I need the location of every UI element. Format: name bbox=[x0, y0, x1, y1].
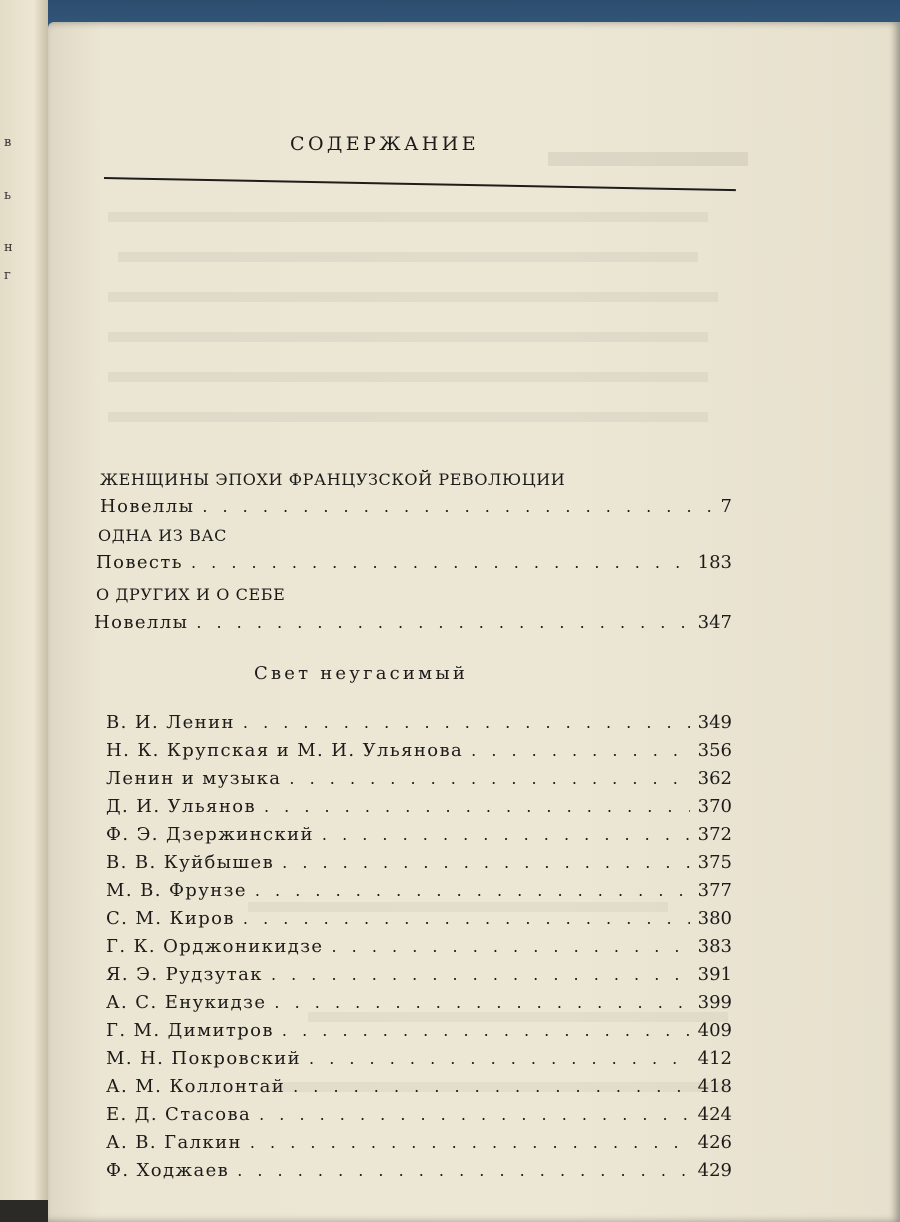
toc-entry-page: 370 bbox=[697, 796, 732, 817]
toc-entry bbox=[106, 1132, 732, 1153]
toc-entry-label: В. И. Ленин bbox=[106, 712, 235, 733]
leader-dots bbox=[274, 993, 689, 1012]
leader-dots bbox=[322, 825, 690, 844]
book-page bbox=[48, 22, 900, 1222]
leader-dots bbox=[237, 1161, 689, 1180]
leader-dots bbox=[196, 613, 689, 632]
leader-dots bbox=[293, 1077, 690, 1096]
toc-entry-label: Г. М. Димитров bbox=[106, 1020, 274, 1041]
toc-entry-label: Новеллы bbox=[100, 496, 195, 517]
toc-entry-page: 349 bbox=[697, 712, 732, 733]
subsection-title: Свет неугасимый bbox=[254, 663, 469, 684]
toc-entry bbox=[106, 936, 732, 957]
leader-dots bbox=[243, 909, 690, 928]
toc-entry bbox=[106, 880, 732, 901]
toc-entry bbox=[106, 1020, 732, 1041]
leader-dots bbox=[264, 797, 690, 816]
leader-dots bbox=[202, 497, 712, 516]
toc-entry-page: 391 bbox=[697, 964, 732, 985]
toc-entry-page: 412 bbox=[697, 1048, 732, 1069]
toc-entry bbox=[106, 852, 732, 873]
toc-entry bbox=[106, 908, 732, 929]
toc-entry-label: Е. Д. Стасова bbox=[106, 1104, 252, 1125]
toc-entry-page: 375 bbox=[697, 852, 732, 873]
left-page-fragment: в bbox=[4, 135, 12, 150]
toc-entry-label: Д. И. Ульянов bbox=[106, 796, 256, 817]
toc-entry-page: 362 bbox=[697, 768, 732, 789]
left-page-fragment: ь bbox=[4, 188, 12, 203]
toc-entry bbox=[106, 768, 732, 789]
toc-entry-page: 183 bbox=[697, 552, 732, 573]
toc-entry bbox=[106, 1048, 732, 1069]
toc-entry bbox=[106, 964, 732, 985]
toc-entry-page: 424 bbox=[697, 1104, 732, 1125]
toc-entry-label: Ф. Ходжаев bbox=[106, 1160, 230, 1181]
toc-entry-label: Я. Э. Рудзутак bbox=[106, 964, 263, 985]
toc-entry-page: 7 bbox=[720, 496, 732, 517]
toc-entry bbox=[106, 740, 732, 761]
leader-dots bbox=[289, 769, 689, 788]
toc-entry-page: 399 bbox=[697, 992, 732, 1013]
toc-entry-page: 356 bbox=[697, 740, 732, 761]
toc-entry-label: Повесть bbox=[96, 552, 183, 573]
leader-dots bbox=[332, 937, 690, 956]
leader-dots bbox=[259, 1105, 690, 1124]
toc-entry-label: Г. К. Орджоникидзе bbox=[106, 936, 324, 957]
toc-entry-label: А. С. Енукидзе bbox=[106, 992, 267, 1013]
section-heading: ОДНА ИЗ ВАС bbox=[98, 526, 228, 545]
toc-entry-label: А. М. Коллонтай bbox=[106, 1076, 286, 1097]
toc-entry-label: В. В. Куйбышев bbox=[106, 852, 275, 873]
leader-dots bbox=[271, 965, 690, 984]
toc-entry-page: 418 bbox=[697, 1076, 732, 1097]
toc-entry bbox=[106, 712, 732, 733]
toc-entry-label: А. В. Галкин bbox=[106, 1132, 242, 1153]
toc-entry bbox=[94, 612, 732, 633]
toc-entry bbox=[106, 992, 732, 1013]
toc-entry-page: 347 bbox=[697, 612, 732, 633]
toc-entry-page: 426 bbox=[697, 1132, 732, 1153]
toc-entry-label: Новеллы bbox=[94, 612, 189, 633]
leader-dots bbox=[282, 1021, 690, 1040]
leader-dots bbox=[250, 1133, 690, 1152]
toc-entry-page: 377 bbox=[697, 880, 732, 901]
section-heading: ЖЕНЩИНЫ ЭПОХИ ФРАНЦУЗСКОЙ РЕВОЛЮЦИИ bbox=[100, 470, 566, 489]
toc-entry-label: С. М. Киров bbox=[106, 908, 235, 929]
toc-entry-label: Ф. Э. Дзержинский bbox=[106, 824, 314, 845]
toc-entry bbox=[100, 496, 732, 517]
toc-entry-label: М. В. Фрунзе bbox=[106, 880, 247, 901]
leader-dots bbox=[309, 1049, 690, 1068]
leader-dots bbox=[255, 881, 690, 900]
toc-entry-page: 409 bbox=[697, 1020, 732, 1041]
title-rule bbox=[104, 177, 736, 191]
toc-entry-page: 372 bbox=[697, 824, 732, 845]
toc-entry bbox=[106, 796, 732, 817]
left-page-fragment: г bbox=[4, 268, 11, 283]
left-page-fragment: н bbox=[4, 240, 13, 255]
toc-entry bbox=[106, 1104, 732, 1125]
toc-entry-page: 429 bbox=[697, 1160, 732, 1181]
toc-entry bbox=[106, 824, 732, 845]
toc-entry bbox=[106, 1076, 732, 1097]
toc-entry-page: 380 bbox=[697, 908, 732, 929]
page-title: СОДЕРЖАНИЕ bbox=[290, 133, 479, 155]
section-heading: О ДРУГИХ И О СЕБЕ bbox=[96, 585, 286, 604]
leader-dots bbox=[191, 553, 690, 572]
toc-entry-label: Ленин и музыка bbox=[106, 768, 282, 789]
leader-dots bbox=[282, 853, 689, 872]
left-page-edge bbox=[0, 0, 48, 1200]
toc-entry bbox=[96, 552, 732, 573]
toc-entry-label: М. Н. Покровский bbox=[106, 1048, 302, 1069]
toc-entry bbox=[106, 1160, 732, 1181]
leader-dots bbox=[243, 713, 690, 732]
toc-entry-page: 383 bbox=[697, 936, 732, 957]
leader-dots bbox=[471, 741, 690, 760]
toc-entry-label: Н. К. Крупская и М. И. Ульянова bbox=[106, 740, 464, 761]
